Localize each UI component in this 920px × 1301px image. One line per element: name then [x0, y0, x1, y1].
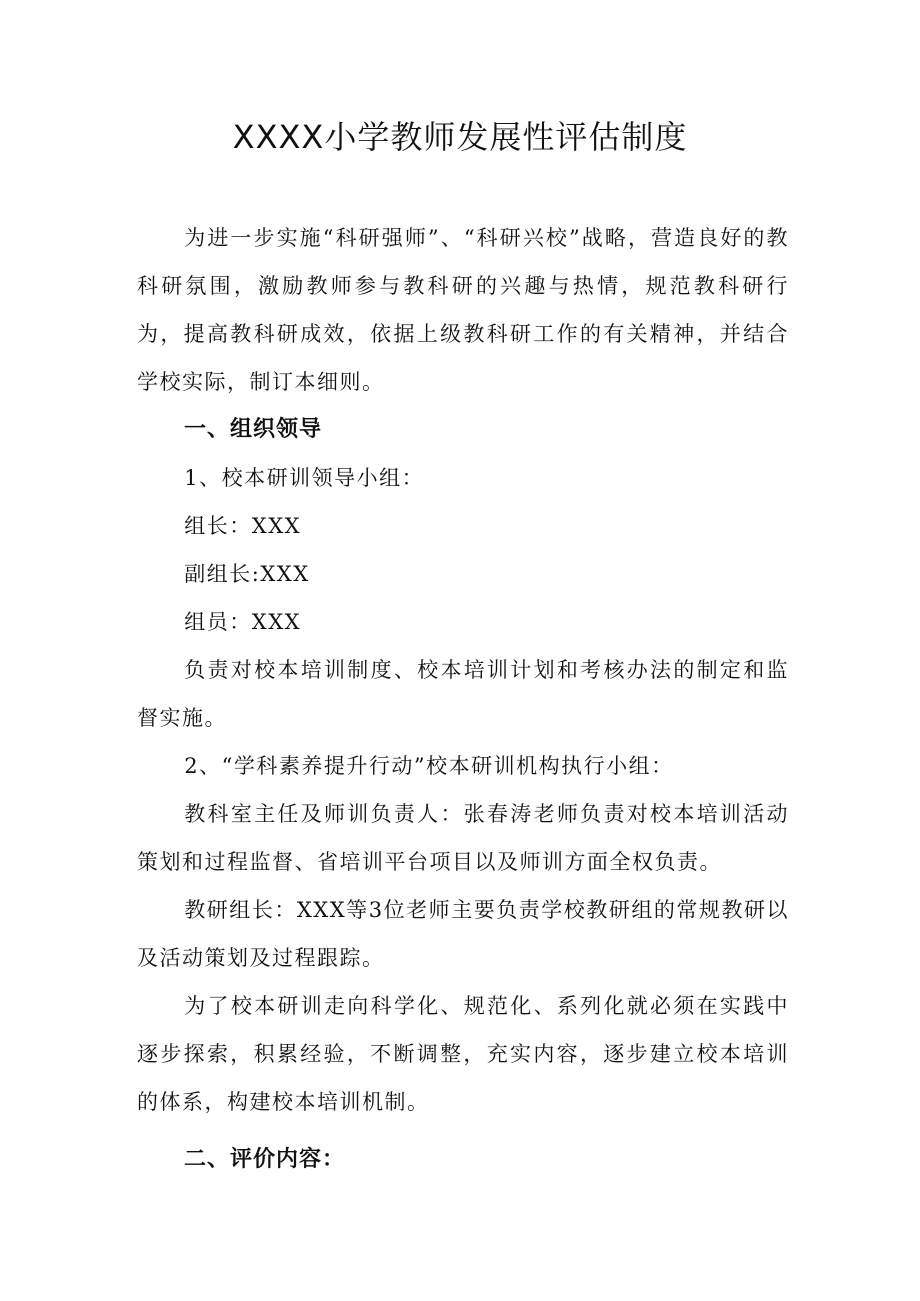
execution-group-label: 2、“学科素养提升行动”校本研训机构执行小组： — [184, 754, 674, 778]
leader-line: 组长：XXX — [184, 514, 302, 538]
members-line: 组员：XXX — [184, 610, 302, 634]
document-body — [137, 214, 789, 1184]
mechanism-paragraph: 为了校本研训走向科学化、规范化、系列化就必须在实践中逐步探索，积累经验，不断调整，充实内容，逐步建立校本培训的体系，构建校本培训机制。 — [137, 994, 789, 1114]
intro-paragraph: 为进一步实施“科研强师”、“科研兴校”战略，营造良好的教科研氛围，激励教师参与教科研的兴趣与热情，规范教科研行为，提高教科研成效，依据上级教科研工作的有关精神，并结合学校实际，制订本细则。 — [137, 226, 789, 394]
document-title: XXXX小学教师发展性评估制度 — [232, 118, 688, 156]
research-director-paragraph: 教科室主任及师训负责人：张春涛老师负责对校本培训活动策划和过程监督、省培训平台项目以及师训方面全权负责。 — [137, 802, 789, 874]
section-heading-evaluation: 二、评价内容： — [184, 1147, 346, 1172]
section-heading-organization: 一、组织领导 — [184, 417, 323, 442]
leadership-group-label: 1、校本研训领导小组： — [184, 466, 425, 490]
leadership-duty-paragraph: 负责对校本培训制度、校本培训计划和考核办法的制定和监督实施。 — [137, 658, 789, 730]
teaching-group-leader-paragraph: 教研组长：XXX等3位老师主要负责学校教研组的常规教研以及活动策划及过程跟踪。 — [137, 898, 789, 970]
deputy-leader-line: 副组长:XXX — [184, 562, 310, 586]
